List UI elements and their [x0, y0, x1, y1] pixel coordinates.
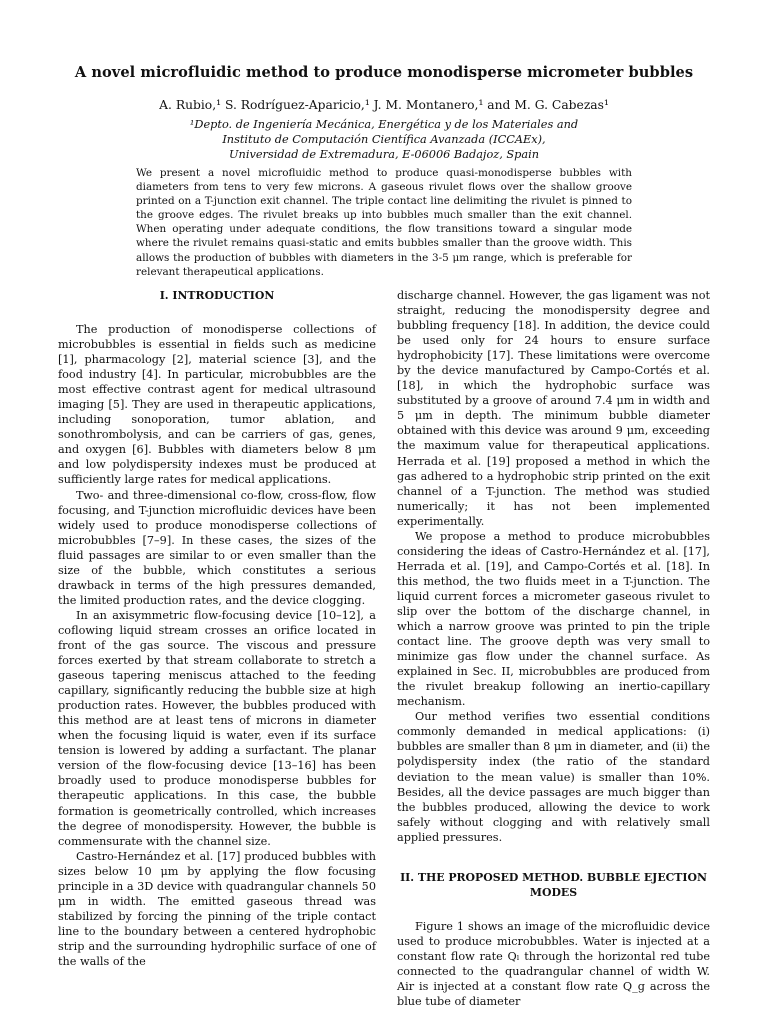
- affiliation-line-2: Instituto de Computación Científica Avanzada (ICCAEx),: [222, 133, 546, 147]
- method-paragraph-1: Figure 1 shows an image of the microfluidic device used to produce microbubbles. Water is injected at a constant flow rate Qₗ through the horizontal red tube connected to the quadrangular channel of width W. Air is injected at a constant flow rate Q_g across the blue tube of diameter: [397, 919, 710, 1008]
- section-heading-introduction: I. INTRODUCTION: [159, 289, 275, 302]
- author-list: A. Rubio,¹ S. Rodríguez-Aparicio,¹ J. M. Montanero,¹ and M. G. Cabezas¹: [159, 98, 609, 112]
- section-heading-proposed-method: II. THE PROPOSED METHOD. BUBBLE EJECTION MODES: [400, 870, 707, 899]
- affiliation-line-1: ¹Depto. de Ingeniería Mecánica, Energética y de los Materiales and: [189, 118, 579, 131]
- right-column: [397, 288, 710, 1009]
- intro-paragraph-6: Our method verifies two essential conditions commonly demanded in medical applications: (i) bubbles are smaller than 8 μm in diameter, and (ii) the polydispersity index (the ratio of the standard deviation to the mean value) is smaller than 10%. Besides, all the device passages are much bigger than the bubbles produced, allowing the device to work safely without clogging and with relatively small applied pressures.: [397, 710, 710, 844]
- intro-paragraph-4-continued: discharge channel. However, the gas ligament was not straight, reducing the monodispersity degree and bubbling frequency [18]. In addition, the device could be used only for 24 hours to ensure surface hydrophobicity [17]. These limitations were overcome by the device manufactured by Campo-Cortés et al. [18], in which the hydrophobic surface was substituted by a groove of around 7.4 μm in width and 5 μm in depth. The minimum bubble diameter obtained with this device was around 9 μm, exceeding the maximum value for therapeutical applications. Herrada et al. [19] proposed a method in which the gas adhered to a hydrophobic strip printed on the exit channel of a T-junction. The method was studied numerically; it has not been implemented experimentally.: [397, 289, 710, 528]
- intro-paragraph-5: We propose a method to produce microbubbles considering the ideas of Castro-Hernández et al. [17], Herrada et al. [19], and Campo-Cortés et al. [18]. In this method, the two fluids meet in a T-junction. The liquid current forces a micrometer gaseous rivulet to slip over the bottom of the discharge channel, in which a narrow groove was printed to pin the triple contact line. The groove depth was very small to minimize gas flow under the channel surface. As explained in Sec. II, microbubbles are produced from the rivulet breakup following an inertio-capillary mechanism.: [397, 529, 710, 709]
- abstract: We present a novel microfluidic method to produce quasi-monodisperse bubbles with diameters from tens to very few microns. A gaseous rivulet flows over the shallow groove printed on a T-junction exit channel. The triple contact line delimiting the rivulet is pinned to the groove edges. The rivulet breaks up into bubbles much smaller than the exit channel. When operating under adequate conditions, the flow transitions toward a singular mode where the rivulet remains quasi-static and emits bubbles smaller than the groove width. This allows the production of bubbles with diameters in the 3-5 μm range, which is preferable for relevant therapeutical applications.: [136, 167, 632, 278]
- intro-paragraph-4: Castro-Hernández et al. [17] produced bubbles with sizes below 10 μm by applying the flow focusing principle in a 3D device with quadrangular channels 50 μm in width. The emitted gaseous thread was stabilized by forcing the pinning of the triple contact line to the boundary between a centered hydrophobic strip and the surrounding hydrophilic surface of one of the walls of the: [58, 849, 376, 968]
- intro-paragraph-2: Two- and three-dimensional co-flow, cross-flow, flow focusing, and T-junction microfluidic devices have been widely used to produce monodisperse collections of microbubbles [7–9]. In these cases, the sizes of the fluid passages are similar to or even smaller than the size of the bubble, which constitutes a serious drawback in terms of the high pressures demanded, the limited production rates, and the device clogging.: [58, 488, 376, 607]
- paper-title: A novel microfluidic method to produce monodisperse micrometer bubbles: [74, 64, 694, 81]
- left-column: [58, 288, 376, 969]
- affiliation-line-3: Universidad de Extremadura, E-06006 Badajoz, Spain: [229, 148, 539, 162]
- affiliation: [0, 117, 768, 163]
- intro-paragraph-3: In an axisymmetric flow-focusing device [10–12], a coflowing liquid stream crosses an orifice located in front of the gas source. The viscous and pressure forces exerted by that stream collaborate to stretch a gaseous tapering meniscus attached to the feeding capillary, significantly reducing the bubble size at high production rates. However, the bubbles produced with this method are at least tens of microns in diameter when the focusing liquid is water, even if its surface tension is lowered by adding a surfactant. The planar version of the flow-focusing device [13–16] has been broadly used to produce monodisperse bubbles for therapeutic applications. In this case, the bubble formation is geometrically controlled, which increases the degree of monodispersity. However, the bubble is commensurate with the channel size.: [58, 608, 376, 848]
- intro-paragraph-1: The production of monodisperse collections of microbubbles is essential in fields such as medicine [1], pharmacology [2], material science [3], and the food industry [4]. In particular, microbubbles are the most effective contrast agent for medical ultrasound imaging [5]. They are used in therapeutic applications, including sonoporation, tumor ablation, and sonothrombolysis, and can be carriers of gas, genes, and oxygen [6]. Bubbles with diameters below 8 μm and low polydispersity indexes must be produced at sufficiently large rates for medical applications.: [58, 323, 376, 487]
